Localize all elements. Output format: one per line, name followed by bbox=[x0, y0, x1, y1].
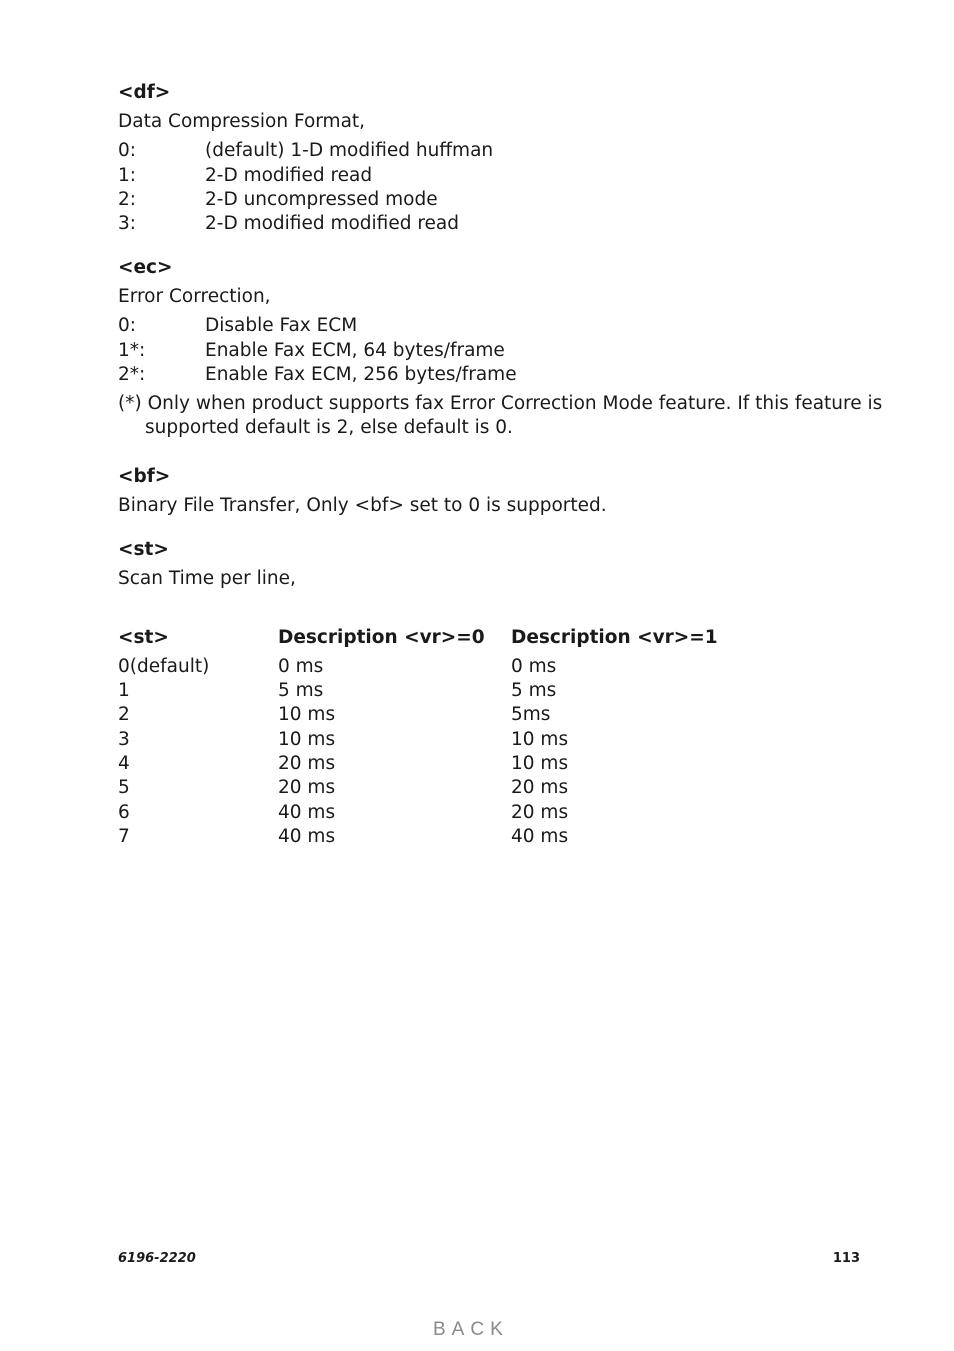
table-cell: 3 bbox=[118, 729, 130, 750]
table-cell: 1 bbox=[118, 680, 130, 701]
table-header: Description <vr>=1 bbox=[511, 627, 718, 648]
ec-item-key: 2*: bbox=[118, 364, 146, 385]
df-item-desc: 2-D modified modified read bbox=[205, 213, 459, 234]
table-cell: 0(default) bbox=[118, 656, 210, 677]
table-cell: 20 ms bbox=[278, 753, 336, 774]
df-item-key: 3: bbox=[118, 213, 137, 234]
table-header: <st> bbox=[118, 627, 169, 648]
df-heading: <df> bbox=[118, 82, 171, 103]
df-item-desc: 2-D modified read bbox=[205, 165, 373, 186]
table-cell: 10 ms bbox=[511, 729, 569, 750]
table-cell: 5 ms bbox=[511, 680, 557, 701]
doc-number: 6196-2220 bbox=[118, 1251, 196, 1266]
ec-item-desc: Disable Fax ECM bbox=[205, 315, 358, 336]
back-link[interactable]: BACK bbox=[433, 1319, 509, 1340]
ec-item-key: 0: bbox=[118, 315, 137, 336]
table-cell: 20 ms bbox=[511, 777, 569, 798]
st-intro: Scan Time per line, bbox=[118, 568, 296, 589]
ec-item-key: 1*: bbox=[118, 340, 146, 361]
ec-intro: Error Correction, bbox=[118, 286, 271, 307]
table-cell: 4 bbox=[118, 753, 130, 774]
table-cell: 2 bbox=[118, 704, 130, 725]
df-item-desc: (default) 1-D modified huffman bbox=[205, 140, 494, 161]
table-cell: 20 ms bbox=[511, 802, 569, 823]
table-cell: 20 ms bbox=[278, 777, 336, 798]
table-cell: 5 ms bbox=[278, 680, 324, 701]
ec-note-line2: supported default is 2, else default is 0. bbox=[145, 417, 513, 438]
table-cell: 7 bbox=[118, 826, 130, 847]
table-cell: 6 bbox=[118, 802, 130, 823]
df-intro: Data Compression Format, bbox=[118, 111, 366, 132]
ec-heading: <ec> bbox=[118, 257, 173, 278]
table-cell: 40 ms bbox=[278, 826, 336, 847]
df-item-key: 0: bbox=[118, 140, 137, 161]
table-cell: 40 ms bbox=[278, 802, 336, 823]
ec-item-desc: Enable Fax ECM, 64 bytes/frame bbox=[205, 340, 505, 361]
table-cell: 0 ms bbox=[278, 656, 324, 677]
table-cell: 10 ms bbox=[278, 729, 336, 750]
ec-item-desc: Enable Fax ECM, 256 bytes/frame bbox=[205, 364, 517, 385]
df-item-desc: 2-D uncompressed mode bbox=[205, 189, 438, 210]
table-cell: 40 ms bbox=[511, 826, 569, 847]
df-item-key: 2: bbox=[118, 189, 137, 210]
table-cell: 10 ms bbox=[278, 704, 336, 725]
table-cell: 0 ms bbox=[511, 656, 557, 677]
table-header: Description <vr>=0 bbox=[278, 627, 485, 648]
table-cell: 10 ms bbox=[511, 753, 569, 774]
df-item-key: 1: bbox=[118, 165, 137, 186]
table-cell: 5ms bbox=[511, 704, 551, 725]
bf-heading: <bf> bbox=[118, 466, 171, 487]
page-number: 113 bbox=[832, 1251, 860, 1266]
ec-note-line1: (*) Only when product supports fax Error Correction Mode feature. If this feature is bbox=[118, 393, 883, 414]
table-cell: 5 bbox=[118, 777, 130, 798]
bf-text: Binary File Transfer, Only <bf> set to 0 is supported. bbox=[118, 495, 607, 516]
st-heading: <st> bbox=[118, 539, 169, 560]
